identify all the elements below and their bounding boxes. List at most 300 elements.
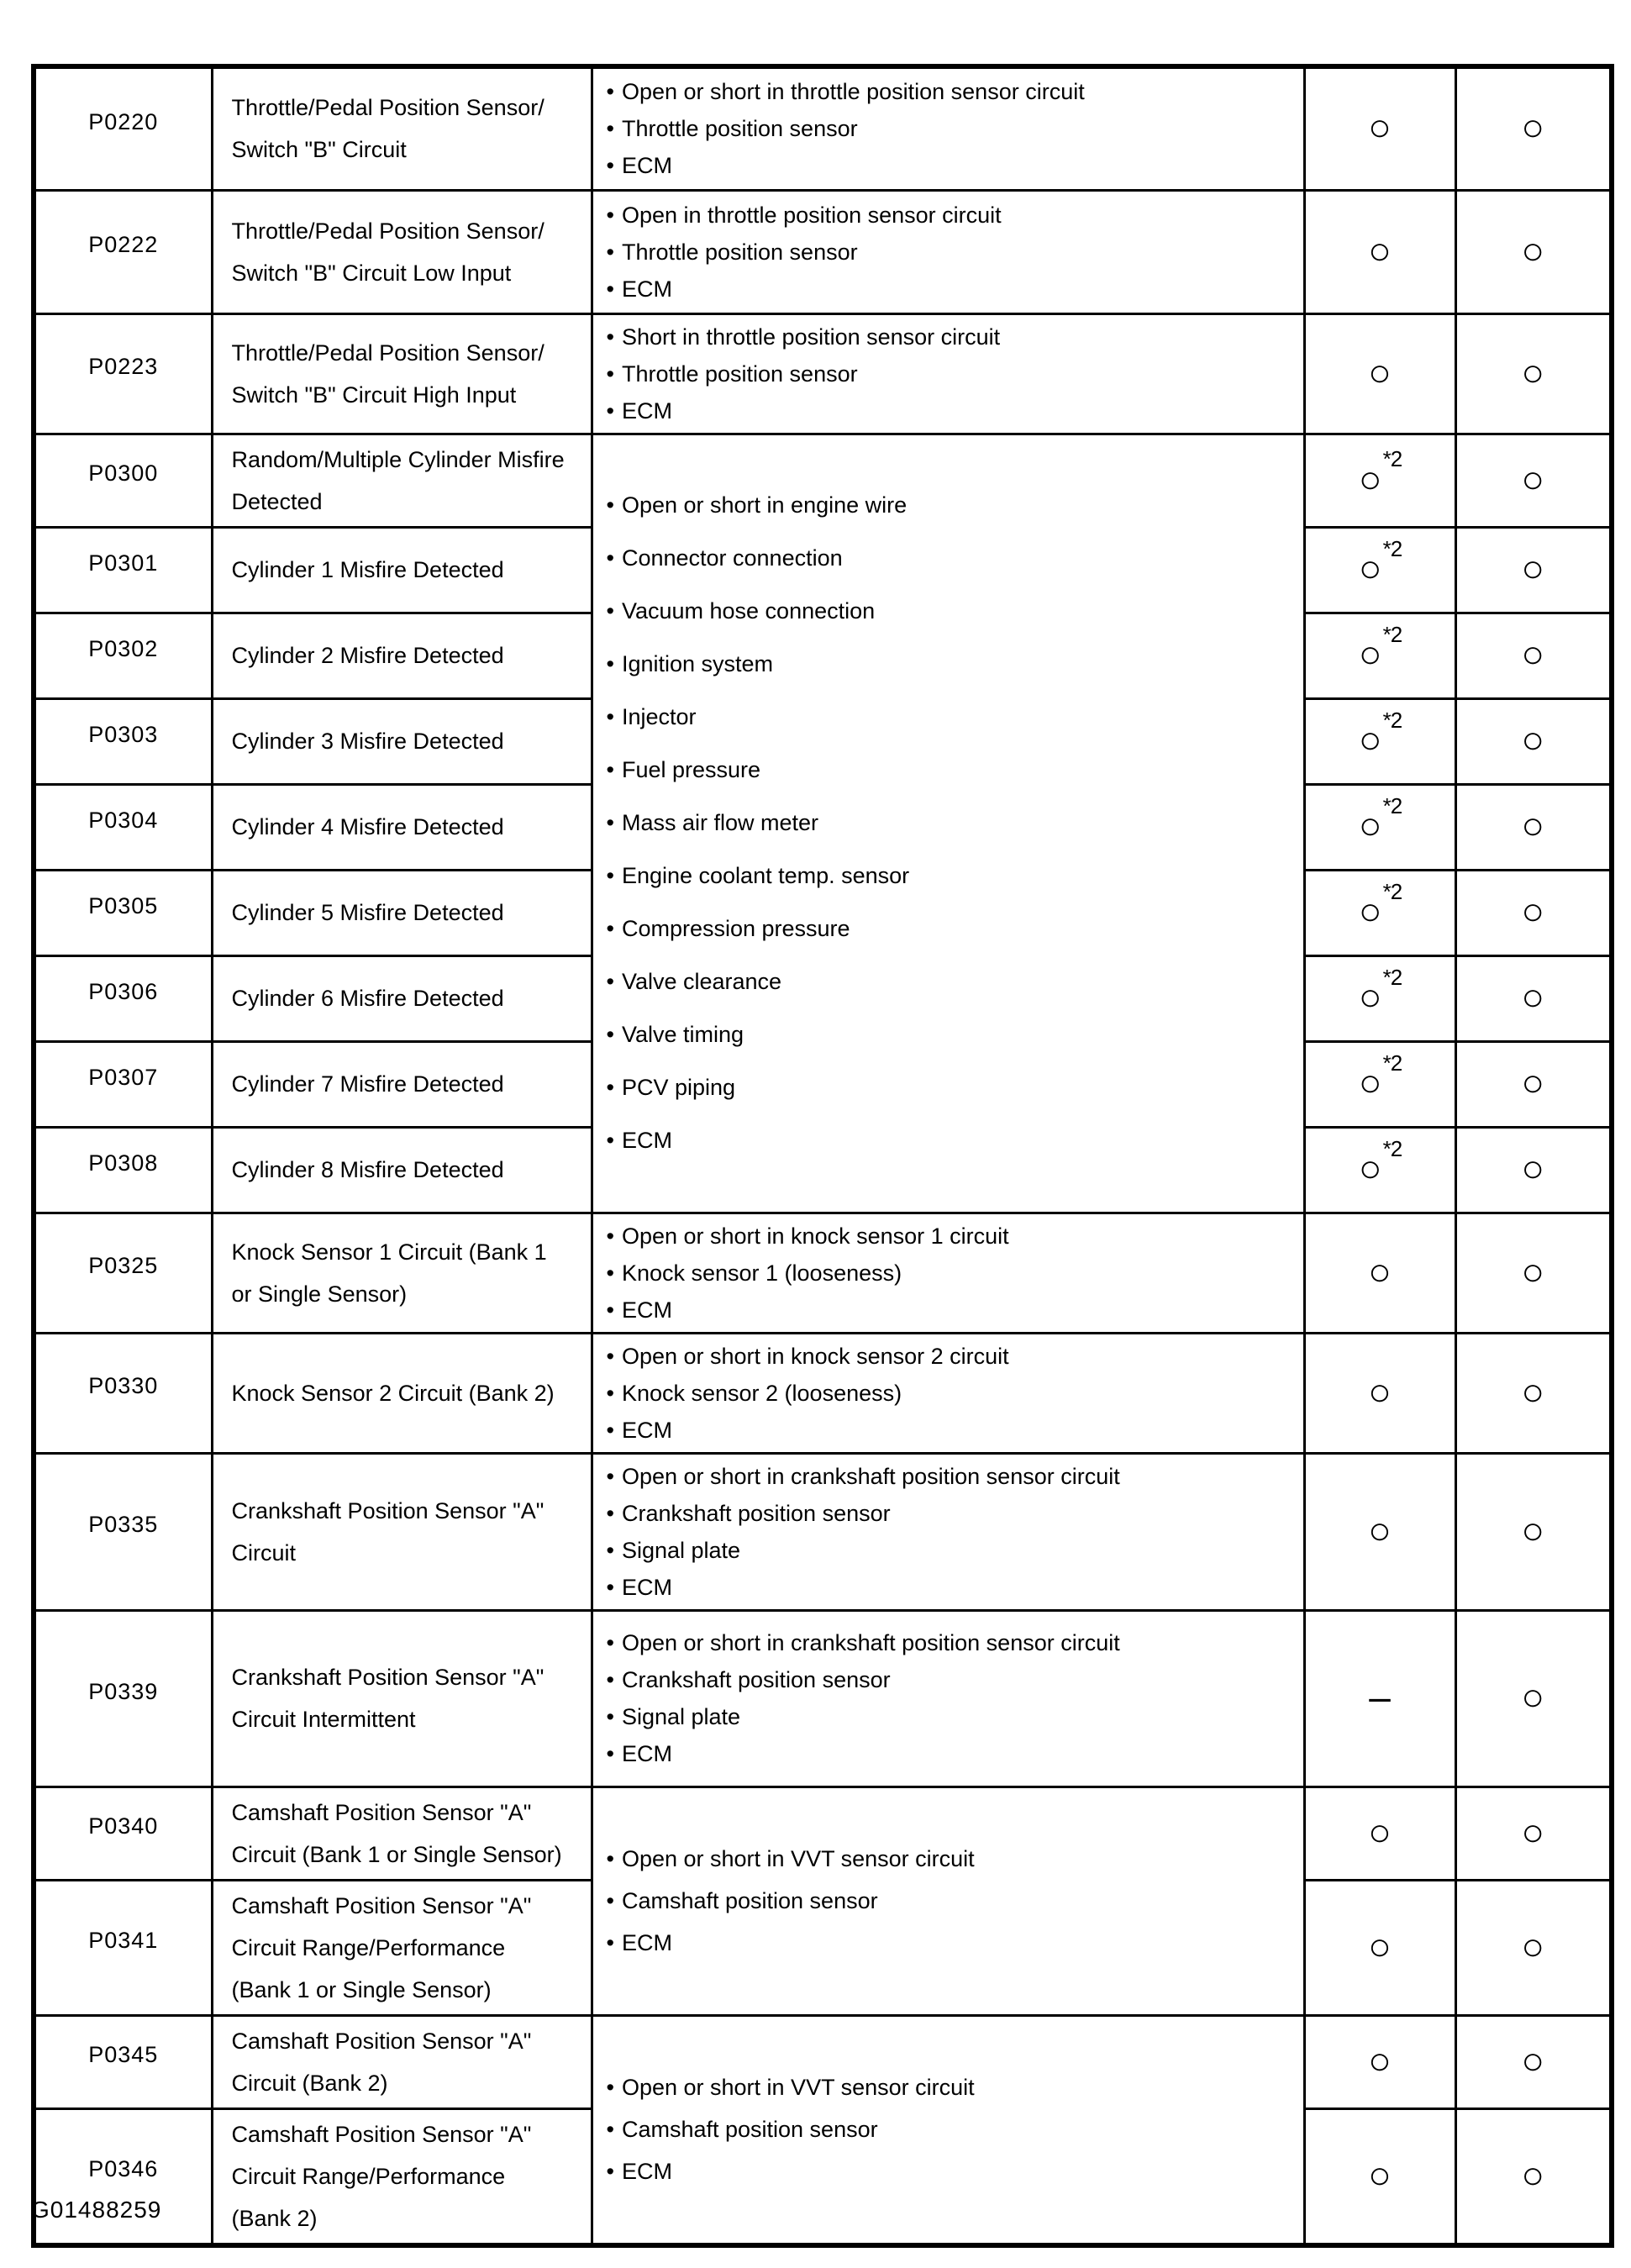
dtc-code: P0339 [88,1678,159,1704]
memory-indicator-cell [1455,527,1612,613]
bullet-icon: • [606,1500,614,1526]
detection-item-line: Cylinder 1 Misfire Detected [231,557,504,582]
bullet-icon: • [606,202,614,228]
circle-indicator-icon: ○ [1521,546,1545,590]
mil-indicator-cell [1304,1041,1455,1127]
trouble-area-cell [592,1610,1304,1787]
circle-indicator-icon: ○ [1368,1369,1392,1413]
detection-item-line: Throttle/Pedal Position Sensor/ [231,95,545,121]
table-row [34,1787,1612,1880]
memory-indicator-cell [1455,2015,1612,2108]
circle-indicator-icon: ○ [1521,2152,1545,2197]
table-row [34,434,1612,527]
trouble-area-line [607,110,1297,147]
circle-indicator-icon: ○ [1368,1249,1392,1293]
mil-indicator-cell [1304,613,1455,698]
detection-item-cell [212,1127,592,1213]
trouble-area-text: Open or short in VVT sensor circuit [621,1846,975,1871]
trouble-area-line [607,585,1297,638]
dtc-code-cell [34,190,212,313]
circle-indicator-icon: ○ [1358,889,1382,933]
bullet-icon: • [606,1741,614,1766]
circle-indicator-icon: ○ [1521,889,1545,933]
memory-indicator-cell [1455,2108,1612,2245]
detection-item-cell [212,2015,592,2108]
table-row [34,313,1612,434]
circle-indicator-icon: ○ [1368,1508,1392,1552]
trouble-area-line [607,850,1297,902]
trouble-area-text: Short in throttle position sensor circuit [621,324,1001,350]
memory-indicator-cell [1455,1787,1612,1880]
dtc-code-cell [34,2015,212,2108]
circle-indicator-icon: ○ [1521,1060,1545,1104]
trouble-area-text: Throttle position sensor [621,116,858,142]
bullet-icon: • [606,1380,614,1406]
circle-indicator-icon: ○ [1521,1809,1545,1854]
trouble-area-line [607,1532,1297,1569]
bullet-icon: • [606,651,614,676]
bullet-icon: • [606,1223,614,1249]
trouble-area-line [607,797,1297,850]
circle-indicator-icon: ○ [1358,456,1382,501]
trouble-area-text: Crankshaft position sensor [621,1667,891,1692]
trouble-area-text: ECM [621,1128,672,1153]
trouble-area-text: Camshaft position sensor [621,1888,878,1913]
trouble-area-line [607,1495,1297,1532]
trouble-area-line [607,1292,1297,1329]
dtc-code: P0222 [88,232,159,257]
circle-indicator-icon: ○ [1521,1249,1545,1293]
footnote-marker: *2 [1382,1135,1402,1161]
memory-indicator-cell [1455,1880,1612,2015]
detection-item-cell [212,870,592,955]
mil-indicator-cell [1304,313,1455,434]
mil-indicator-cell [1304,1880,1455,2015]
memory-indicator-cell [1455,870,1612,955]
trouble-area-line [607,271,1297,308]
memory-indicator-cell [1455,698,1612,784]
trouble-area-line [607,1735,1297,1772]
dtc-code: P0305 [88,892,159,918]
detection-item-cell [212,784,592,870]
dtc-code-cell [34,313,212,434]
table-row [34,2015,1612,2108]
mil-indicator-cell [1304,698,1455,784]
trouble-area-cell [592,1213,1304,1333]
detection-item-cell [212,527,592,613]
trouble-area-line [607,1624,1297,1661]
trouble-area-text: Open or short in knock sensor 1 circuit [621,1223,1009,1249]
bullet-icon: • [606,1463,614,1489]
circle-indicator-icon: ○ [1521,350,1545,394]
detection-item-line: Throttle/Pedal Position Sensor/ [231,339,545,366]
detection-item-line: Cylinder 5 Misfire Detected [231,900,504,925]
bullet-icon: • [606,1846,614,1871]
trouble-area-text: Throttle position sensor [621,360,858,387]
bullet-icon: • [606,1260,614,1286]
detection-item-line: (Bank 1 or Single Sensor) [231,1976,492,2002]
circle-indicator-icon: ○ [1368,1809,1392,1854]
circle-indicator-icon: ○ [1368,1923,1392,1968]
trouble-area-cell [592,1333,1304,1453]
trouble-area-text: Open or short in crankshaft position sensor circuit [621,1463,1120,1489]
mil-indicator-cell [1304,527,1455,613]
trouble-area-text: ECM [621,1297,672,1323]
trouble-area-text: Fuel pressure [621,757,761,782]
detection-item-line: Cylinder 6 Misfire Detected [231,986,504,1011]
trouble-area-text: ECM [621,276,672,302]
bullet-icon: • [606,1888,614,1913]
table-row [34,190,1612,313]
detection-item-line: Crankshaft Position Sensor "A" [231,1665,545,1690]
circle-indicator-icon: ○ [1521,1923,1545,1968]
trouble-area-line [607,1698,1297,1735]
bullet-icon: • [606,969,614,994]
dtc-code: P0301 [88,550,159,576]
dtc-code-cell [34,1610,212,1787]
circle-indicator-icon: ○ [1521,1508,1545,1552]
dtc-code-cell [34,870,212,955]
memory-indicator-cell [1455,1453,1612,1610]
circle-indicator-icon: ○ [1358,1146,1382,1190]
trouble-area-line [607,479,1297,532]
table-row [34,1213,1612,1333]
trouble-area-text: Open or short in knock sensor 2 circuit [621,1343,1009,1369]
footnote-marker: *2 [1382,535,1402,561]
detection-item-cell [212,66,592,190]
mil-indicator-cell [1304,1610,1455,1787]
trouble-area-line [607,392,1297,429]
table-row [34,1333,1612,1453]
dtc-code-cell [34,66,212,190]
detection-item-cell [212,1880,592,2015]
trouble-area-text: Injector [621,704,697,729]
circle-indicator-icon: ○ [1521,1146,1545,1190]
trouble-area-line [607,1922,1297,1964]
memory-indicator-cell [1455,66,1612,190]
trouble-area-text: Mass air flow meter [621,810,819,835]
detection-item-line: Random/Multiple Cylinder Misfire [231,446,565,472]
detection-item-cell [212,190,592,313]
dtc-code: P0304 [88,807,159,833]
bullet-icon: • [606,1128,614,1153]
memory-indicator-cell [1455,1041,1612,1127]
detection-item-cell [212,313,592,434]
circle-indicator-icon: ○ [1358,718,1382,761]
bullet-icon: • [606,1574,614,1600]
detection-item-line: Camshaft Position Sensor "A" [231,1799,532,1825]
circle-indicator-icon: ○ [1521,803,1545,847]
trouble-area-cell [592,1453,1304,1610]
bullet-icon: • [606,1667,614,1692]
detection-item-line: Cylinder 7 Misfire Detected [231,1071,504,1097]
mil-indicator-cell [1304,1333,1455,1453]
circle-indicator-icon: ○ [1521,456,1545,501]
trouble-area-line [607,744,1297,797]
mil-indicator-cell [1304,2015,1455,2108]
circle-indicator-icon: ○ [1368,350,1392,394]
trouble-area-text: Compression pressure [621,916,850,941]
bullet-icon: • [606,1075,614,1100]
circle-indicator-icon: ○ [1358,546,1382,590]
memory-indicator-cell [1455,784,1612,870]
detection-item-cell [212,698,592,784]
trouble-area-text: ECM [621,397,672,424]
bullet-icon: • [606,1022,614,1047]
dtc-code-cell [34,1880,212,2015]
footnote-marker: *2 [1382,446,1402,472]
trouble-area-text: Throttle position sensor [621,239,858,265]
memory-indicator-cell [1455,1333,1612,1453]
bullet-icon: • [606,598,614,624]
memory-indicator-cell [1455,1127,1612,1213]
circle-indicator-icon: ○ [1521,632,1545,676]
trouble-area-line [607,1661,1297,1698]
bullet-icon: • [606,2075,614,2100]
circle-indicator-icon: ○ [1368,2152,1392,2197]
bullet-icon: • [606,79,614,105]
bullet-icon: • [606,360,614,387]
detection-item-line: Knock Sensor 2 Circuit (Bank 2) [231,1380,555,1406]
bullet-icon: • [606,1630,614,1655]
trouble-area-line [607,318,1297,355]
trouble-area-text: Open or short in throttle position sensor circuit [621,79,1085,105]
dtc-code-cell [34,1213,212,1333]
detection-item-line: Circuit (Bank 2) [231,2070,388,2096]
dtc-code: P0346 [88,2156,159,2181]
detection-item-line: Camshaft Position Sensor "A" [231,1892,532,1918]
trouble-area-text: Knock sensor 2 (looseness) [621,1380,902,1406]
circle-indicator-icon: ○ [1521,2038,1545,2082]
detection-item-line: Circuit [231,1539,297,1565]
dtc-code: P0307 [88,1064,159,1090]
memory-indicator-cell [1455,1610,1612,1787]
dtc-code-cell [34,955,212,1041]
bullet-icon: • [606,153,614,179]
trouble-area-text: Open in throttle position sensor circuit [621,202,1002,228]
figure-id: G01488259 [31,2197,162,2223]
circle-indicator-icon: ○ [1521,718,1545,761]
circle-indicator-icon: ○ [1358,803,1382,847]
trouble-area-text: ECM [621,153,672,179]
bullet-icon: • [606,1704,614,1729]
bullet-icon: • [606,1417,614,1443]
footnote-marker: *2 [1382,1050,1402,1076]
trouble-area-text: Open or short in VVT sensor circuit [621,2075,975,2100]
trouble-area-line [607,1880,1297,1922]
detection-item-line: Switch "B" Circuit High Input [231,382,517,408]
trouble-area-line [607,1061,1297,1114]
memory-indicator-cell [1455,313,1612,434]
bullet-icon: • [606,1343,614,1369]
bullet-icon: • [606,2117,614,2142]
bullet-icon: • [606,916,614,941]
mil-indicator-cell [1304,190,1455,313]
circle-indicator-icon: ○ [1521,975,1545,1018]
bullet-icon: • [606,1297,614,1323]
trouble-area-line [607,2066,1297,2108]
detection-item-line: Throttle/Pedal Position Sensor/ [231,218,545,244]
mil-indicator-cell [1304,1127,1455,1213]
trouble-area-line [607,197,1297,234]
detection-item-cell [212,2108,592,2245]
memory-indicator-cell [1455,434,1612,527]
detection-item-line: Cylinder 8 Misfire Detected [231,1157,504,1182]
detection-item-line: Crankshaft Position Sensor "A" [231,1497,545,1523]
circle-indicator-icon: ○ [1521,228,1545,272]
trouble-area-text: Signal plate [621,1537,741,1563]
dtc-code: P0335 [88,1512,159,1537]
trouble-area-line [607,1569,1297,1606]
trouble-area-text: Open or short in engine wire [621,492,908,518]
trouble-area-line [607,638,1297,691]
circle-indicator-icon: ○ [1521,105,1545,150]
mil-indicator-cell [1304,1453,1455,1610]
detection-item-cell [212,434,592,527]
trouble-area-text: Valve clearance [621,969,782,994]
circle-indicator-icon: ○ [1521,1675,1545,1718]
trouble-area-line [607,234,1297,271]
trouble-area-line [607,955,1297,1008]
trouble-area-text: Connector connection [621,545,843,571]
dtc-code-cell [34,1127,212,1213]
detection-item-line: Camshaft Position Sensor "A" [231,2028,532,2054]
memory-indicator-cell [1455,190,1612,313]
bullet-icon: • [606,2159,614,2184]
dtc-table [31,64,1614,2248]
dtc-code: P0306 [88,978,159,1004]
bullet-icon: • [606,397,614,424]
detection-item-line: Circuit Intermittent [231,1707,416,1732]
trouble-area-line [607,2150,1297,2192]
bullet-icon: • [606,757,614,782]
dtc-code-cell [34,2108,212,2245]
detection-item-cell [212,1333,592,1453]
trouble-area-cell-vvt-merged [592,1787,1304,2015]
detection-item-line: (Bank 2) [231,2205,318,2231]
bullet-icon: • [606,545,614,571]
dtc-code: P0345 [88,2042,159,2067]
detection-item-line: Camshaft Position Sensor "A" [231,2121,532,2147]
detection-item-cell [212,1787,592,1880]
trouble-area-text: Crankshaft position sensor [621,1500,891,1526]
circle-indicator-icon: ○ [1368,105,1392,150]
detection-item-cell [212,1041,592,1127]
trouble-area-line [607,355,1297,392]
mil-indicator-cell [1304,434,1455,527]
trouble-area-text: Camshaft position sensor [621,2117,878,2142]
mil-indicator-cell [1304,1787,1455,1880]
trouble-area-text: Signal plate [621,1704,741,1729]
footnote-marker: *2 [1382,792,1402,818]
trouble-area-line [607,147,1297,184]
trouble-area-cell [592,190,1304,313]
dtc-code-cell [34,1333,212,1453]
detection-item-cell [212,1610,592,1787]
trouble-area-line [607,73,1297,110]
mil-indicator-cell [1304,955,1455,1041]
circle-indicator-icon: ○ [1368,228,1392,272]
dtc-code-cell [34,1787,212,1880]
detection-item-line: Circuit Range/Performance [231,2163,506,2189]
trouble-area-line [607,1218,1297,1255]
mil-indicator-cell [1304,66,1455,190]
dtc-code: P0341 [88,1928,159,1953]
detection-item-line: Switch "B" Circuit Low Input [231,260,512,286]
trouble-area-line [607,1375,1297,1412]
trouble-area-line [607,1458,1297,1495]
footnote-marker: *2 [1382,707,1402,733]
bullet-icon: • [606,492,614,518]
dtc-code: P0223 [88,354,159,379]
footnote-marker: *2 [1382,621,1402,647]
detection-item-cell [212,1453,592,1610]
footnote-marker: *2 [1382,964,1402,990]
trouble-area-text: ECM [621,1930,672,1955]
dtc-code: P0220 [88,108,159,134]
trouble-area-line [607,1114,1297,1167]
mil-indicator-cell [1304,784,1455,870]
dtc-code-cell [34,527,212,613]
detection-item-line: Circuit (Bank 1 or Single Sensor) [231,1841,562,1867]
bullet-icon: • [606,1537,614,1563]
trouble-area-text: Vacuum hose connection [621,598,876,624]
bullet-icon: • [606,863,614,888]
circle-indicator-icon: ○ [1368,2038,1392,2082]
trouble-area-text: ECM [621,2159,672,2184]
detection-item-cell [212,1213,592,1333]
dtc-code-cell [34,613,212,698]
bullet-icon: • [606,239,614,265]
circle-indicator-icon: ○ [1358,1060,1382,1104]
detection-item-line: Circuit Range/Performance [231,1934,506,1960]
trouble-area-text: Open or short in crankshaft position sensor circuit [621,1630,1120,1655]
trouble-area-text: ECM [621,1741,672,1766]
dtc-code-cell [34,784,212,870]
bullet-icon: • [606,324,614,350]
bullet-icon: • [606,810,614,835]
trouble-area-text: ECM [621,1574,672,1600]
dtc-code: P0340 [88,1813,159,1839]
dtc-code: P0325 [88,1253,159,1278]
memory-indicator-cell [1455,955,1612,1041]
trouble-area-line [607,2108,1297,2150]
table-row [34,66,1612,190]
trouble-area-line [607,532,1297,585]
memory-indicator-cell [1455,1213,1612,1333]
circle-indicator-icon: ○ [1358,975,1382,1018]
detection-item-cell [212,613,592,698]
table-row [34,1610,1612,1787]
trouble-area-text: ECM [621,1417,672,1443]
trouble-area-text: Valve timing [621,1022,744,1047]
dtc-code: P0302 [88,635,159,661]
trouble-area-text: Engine coolant temp. sensor [621,863,910,888]
detection-item-line: Detected [231,488,323,514]
trouble-area-text: PCV piping [621,1075,736,1100]
detection-item-line: Knock Sensor 1 Circuit (Bank 1 [231,1239,547,1265]
bullet-icon: • [606,116,614,142]
trouble-area-line [607,1838,1297,1880]
detection-item-line: Cylinder 4 Misfire Detected [231,814,504,839]
circle-indicator-icon: ○ [1521,1369,1545,1413]
dtc-code: P0308 [88,1150,159,1176]
mil-indicator-cell [1304,2108,1455,2245]
trouble-area-cell [592,313,1304,434]
dtc-code: P0330 [88,1373,159,1398]
dtc-code-cell [34,1041,212,1127]
trouble-area-line [607,1008,1297,1061]
